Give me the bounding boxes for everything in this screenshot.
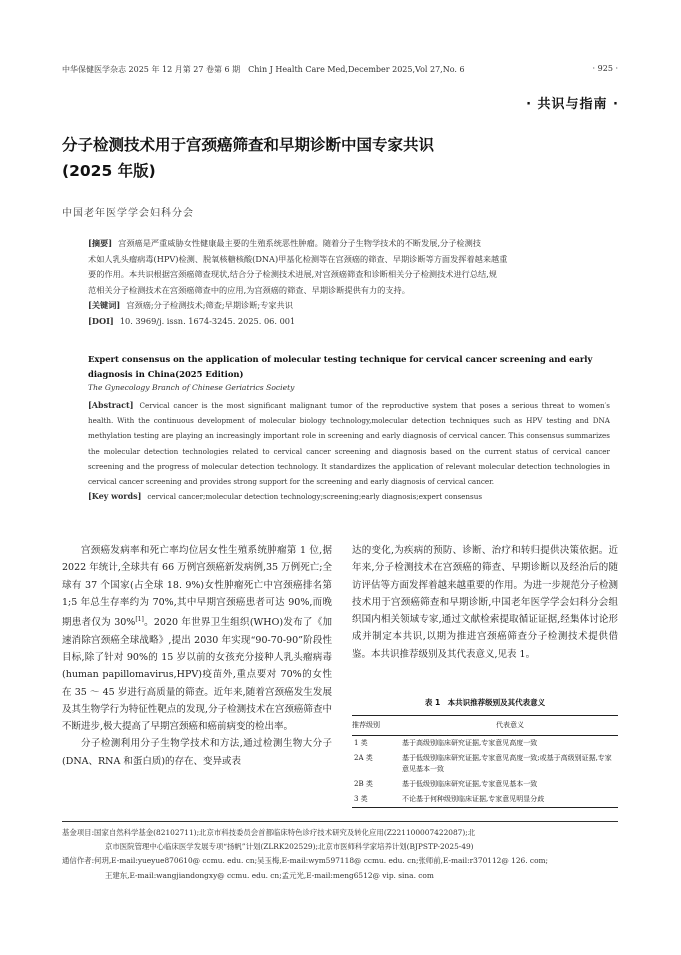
table-cell: 2B 类: [354, 780, 373, 788]
table-header-cell: 推荐级别: [352, 716, 402, 736]
abstract-en-text: Cervical cancer is the most significant malignant tumor of the reproductive system that poses a serious threat to women′s health. With the continuous development of molecular biology technology,molecular detection techniques such as HPV testing and DNA methylation testing are playing an increasingly important role in screening and early diagnosis of cervical cancer. This consensus summarizes the molecular detection technologies related to cervical cancer screening and diagnosis based on the current status of cervical cancer screening and the progress of molecular detection technology. It standardizes the application of relevant molecular detection technologies in cervical cancer screening and provides strong support for the screening and early diagnosis of cervical cancer.: [88, 401, 610, 487]
body-column-right: [352, 542, 618, 663]
authors-cn: 中国老年医学学会妇科分会: [62, 208, 194, 219]
table-title: 表 1 本共识推荐级别及其代表意义: [424, 698, 546, 707]
paragraph-text-part-1: 宫颈癌发病率和死亡率均位居女性生殖系统肿瘤第 1 位,据 2022 年统计,全球共有 66 万例宫颈癌新发病例,35 万例死亡;全球有 37 个国家(占全球 18. 9%)女性肿瘤死亡中宫颈癌排名第 1;5 年总生存率约为 70%,其中早期宫颈癌患者可达 90%,而晚期患者仅为 30%: [62, 545, 332, 629]
keywords-cn-text: 宫颈癌;分子检测技术;筛查;早期诊断;专家共识: [126, 300, 293, 310]
table-header-row: [352, 716, 618, 736]
abstract-en: [88, 398, 610, 504]
abstract-cn-line-1: [88, 236, 608, 252]
table-cell: 1 类: [354, 739, 368, 747]
table-cell: 2A 类: [354, 754, 373, 762]
article-title: [62, 132, 618, 184]
abstract-en-label: [Abstract]: [88, 400, 134, 410]
funding-line-1: 基金项目:国家自然科学基金(82102711);北京市科技委员会首都临床特色诊疗技术研究及转化应用(Z221100007422087);北: [62, 828, 476, 837]
abstract-cn: [88, 236, 608, 329]
section-tag: · 共识与指南 ·: [526, 97, 619, 112]
table-row: [352, 751, 618, 777]
article-title-en: Expert consensus on the application of molecular testing technique for cervical cancer screening and early diagnosis in China(2025 Edition): [88, 354, 593, 379]
body-column-left: [62, 542, 332, 770]
table-cell: 基于低级别临床研究证据,专家意见基本一致: [402, 780, 538, 788]
page-number: · 925 ·: [592, 64, 618, 73]
paragraph: 达的变化,为疾病的预防、诊断、治疗和转归提供决策依据。近年来,分子检测技术在宫颈癌的筛查、早期诊断以及经治后的随访评估等方面发挥着越来越重要的作用。为进一步规范分子检测技术用于宫颈癌筛查和早期诊断,中国老年医学学会妇科分会组织国内相关领域专家,通过文献检索提取循证证据,经集体讨论形成并制定本共识,以期为推进宫颈癌筛查分子检测技术提供借鉴。本共识推荐级别及其代表意义,见表 1。: [352, 545, 619, 660]
corresponding-line-1: 通信作者:何玥,E-mail:yueyue870610@ ccmu. edu. cn;吴玉梅,E-mail:wym597118@ ccmu. edu. cn;张师前,E-mail:r370112@ 126. com;: [62, 856, 549, 866]
funding-line-2: 京市医院管理中心临床医学发展专项“扬帆”计划(ZLRK202529);北京市医师科学家培养计划(BJPSTP-2025-49): [105, 842, 474, 852]
authors-en: The Gynecology Branch of Chinese Geriatrics Society: [88, 383, 295, 392]
journal-citation: 中华保健医学杂志 2025 年 12 月第 27 卷第 6 期 Chin J Health Care Med,December 2025,Vol 27,No. 6: [62, 65, 465, 74]
abstract-cn-line-4: 范相关分子检测技术在宫颈癌筛查中的应用,为宫颈癌的筛查、早期诊断提供有力的支持。: [88, 284, 410, 295]
doi-label: [DOI]: [88, 315, 114, 326]
keywords-en-text: cervical cancer;molecular detection technology;screening;early diagnosis;expert consensus: [147, 492, 483, 502]
doi-text: 10. 3969/j. issn. 1674-3245. 2025. 06. 001: [119, 315, 296, 326]
doi: [88, 314, 608, 330]
abstract-cn-text-1: 宫颈癌是严重威胁女性健康最主要的生殖系统恶性肿瘤。随着分子生物学技术的不断发展,分子检测技: [118, 238, 481, 248]
table-row: [352, 777, 618, 792]
paragraph: [62, 542, 332, 735]
table-cell: 3 类: [352, 792, 402, 808]
abstract-cn-label: [摘要]: [88, 238, 113, 248]
table-row: [352, 792, 618, 808]
paragraph: 分子检测利用分子生物学技术和方法,通过检测生物大分子(DNA、RNA 和蛋白质)的存在、变异或表: [62, 738, 332, 767]
keywords-cn: [88, 298, 608, 314]
abstract-cn-line-3: 要的作用。本共识根据宫颈癌筛查现状,结合分子检测技术进展,对宫颈癌筛查和诊断相关分子检测技术进行总结,规: [88, 269, 497, 279]
abstract-en-body: [88, 398, 610, 489]
footnote-divider: [62, 821, 618, 822]
running-header: [62, 64, 618, 75]
keywords-en-label: [Key words]: [88, 491, 142, 502]
table-row: [352, 736, 618, 752]
table-cell: 不论基于何种级别临床证据,专家意见明显分歧: [402, 792, 618, 808]
abstract-cn-line-2: 术如人乳头瘤病毒(HPV)检测、脱氧核糖核酸(DNA)甲基化检测等在宫颈癌的筛查、早期诊断等方面发挥着越来越重: [88, 253, 508, 264]
title-line-2: (2025 年版): [62, 162, 156, 180]
table-header-cell: 代表意义: [402, 716, 618, 736]
table-cell: 基于低级别临床研究证据,专家意见高度一致;或基于高级别证据,专家意见基本一致: [402, 754, 612, 773]
corresponding-line-2: 王建东,E-mail:wangjiandongxy@ ccmu. edu. cn;孟元光,E-mail:meng6512@ vip. sina. com: [105, 870, 434, 880]
table-cell: 基于高级别临床研究证据,专家意见高度一致: [402, 739, 538, 747]
keywords-en: [88, 489, 610, 504]
citation-ref[interactable]: [1]: [135, 616, 144, 624]
footnotes: [62, 826, 618, 883]
keywords-cn-label: [关键词]: [88, 300, 121, 310]
title-line-1: 分子检测技术用于宫颈癌筛查和早期诊断中国专家共识: [62, 136, 435, 154]
recommendation-table: [352, 715, 618, 808]
paragraph-text-part-2: 。2020 年世界卫生组织(WHO)发布了《加速消除宫颈癌全球战略》,提出 2030 年实现“90-70-90”阶段性目标,除了针对 90%的 15 岁以前的女孩充分接种人乳头瘤病毒(human papillomavirus,HPV)疫苗外,重点要对 70%的女性在 35 ～ 45 岁进行高质量的筛查。近年来,随着宫颈癌发生发展及其生物学行为特征性靶点的发现,分子检测技术在宫颈癌筛查中不断进步,极大提高了早期宫颈癌和癌前病变的检出率。: [62, 617, 332, 733]
